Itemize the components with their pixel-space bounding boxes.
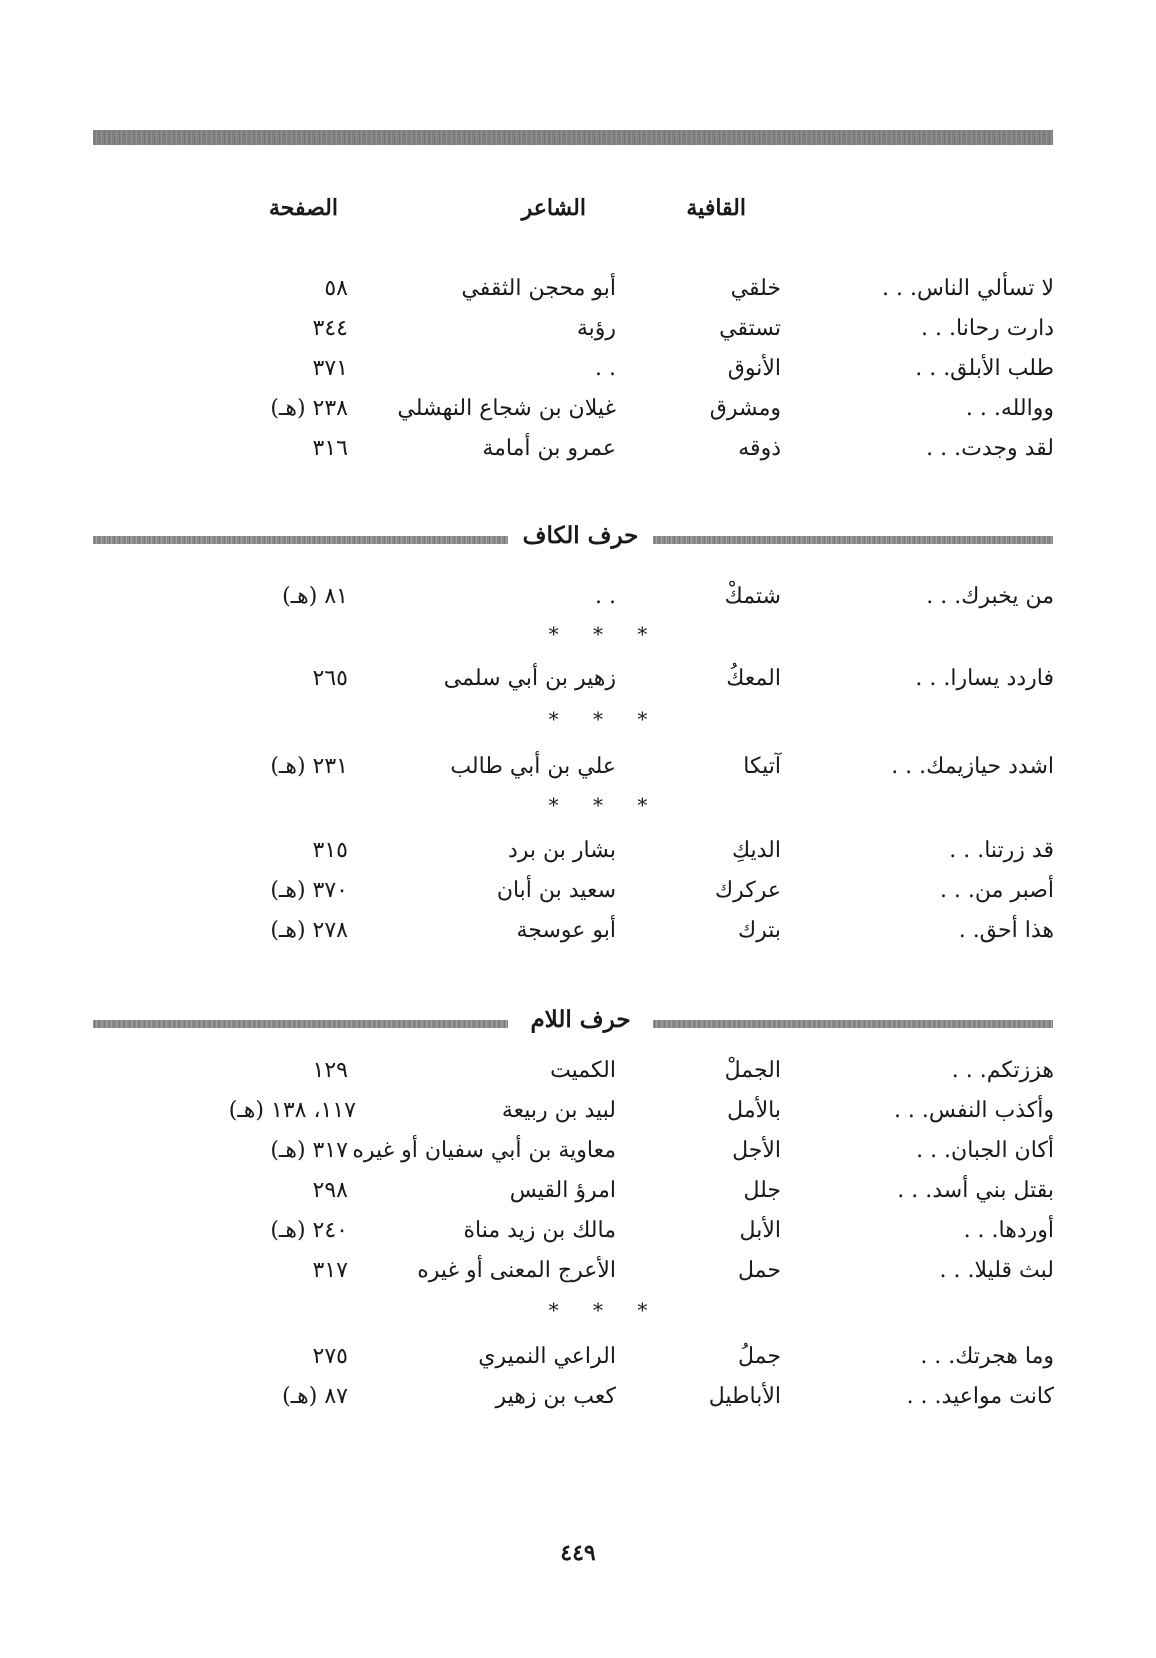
section-rule xyxy=(93,1020,508,1028)
header-page: الصفحة xyxy=(268,195,338,221)
index-row xyxy=(0,1212,1156,1252)
section-title: حرف الكاف xyxy=(522,522,639,549)
poet-name: امرؤ القيس xyxy=(509,1178,616,1203)
verse-opening: وما هجرتك. . . xyxy=(920,1344,1054,1369)
verse-opening: طلب الأبلق. . . xyxy=(915,356,1054,381)
page-ref: ٣١٥ xyxy=(312,838,348,863)
page-ref: ٣٧١ xyxy=(312,356,348,381)
page-ref: ٢٦٥ xyxy=(312,666,348,691)
poet-name: أبو محجن الثقفي xyxy=(461,276,616,301)
verse-opening: أكان الجبان. . . xyxy=(916,1138,1054,1163)
poet-name: علي بن أبي طالب xyxy=(450,754,616,779)
rhyme-word: تستقي xyxy=(719,316,781,341)
page-ref: ١١٧، ١٣٨ (هـ) xyxy=(228,1098,356,1123)
index-row xyxy=(0,1252,1156,1292)
page-ref: ٢٧٥ xyxy=(312,1344,348,1369)
rhyme-word: آتيكا xyxy=(743,754,781,779)
header-poet: الشاعر xyxy=(521,195,586,221)
section-heading-kaf xyxy=(93,522,1053,552)
index-row xyxy=(0,1132,1156,1172)
verse-opening: من يخبرك. . . xyxy=(926,584,1054,609)
rhyme-word: ومشرق xyxy=(709,396,781,421)
separator-stars: * * * xyxy=(548,707,662,731)
poet-name: أبو عوسجة xyxy=(516,918,616,943)
index-row xyxy=(0,1092,1156,1132)
index-row xyxy=(0,270,1156,310)
page-ref: ٨٧ (هـ) xyxy=(282,1384,348,1409)
index-row xyxy=(0,350,1156,390)
verse-opening: هززتكم. . . xyxy=(951,1058,1054,1083)
rhyme-word: جملُ xyxy=(738,1344,781,1369)
poet-name: بشار بن برد xyxy=(508,838,616,863)
page-number: ٤٤٩ xyxy=(560,1540,596,1566)
page-ref: ٢٣١ (هـ) xyxy=(270,754,348,779)
verse-opening: أوردها. . . xyxy=(963,1218,1054,1243)
section-rule xyxy=(653,536,1053,544)
page-ref: ٢٩٨ xyxy=(312,1178,348,1203)
page-ref: ٢٣٨ (هـ) xyxy=(270,396,348,421)
verse-opening: قد زرتنا. . . xyxy=(949,838,1054,863)
page-ref: ٣٧٠ (هـ) xyxy=(270,878,348,903)
poet-name: . . xyxy=(595,584,616,609)
page-ref: ٣٤٤ xyxy=(312,316,348,341)
separator-stars: * * * xyxy=(548,622,662,646)
verse-opening: اشدد حيازيمك. . . xyxy=(891,754,1054,779)
poet-name: معاوية بن أبي سفيان أو غيره xyxy=(352,1138,616,1163)
verse-opening: دارت رحانا. . . xyxy=(921,316,1054,341)
separator-stars: * * * xyxy=(548,793,662,817)
index-row xyxy=(0,1052,1156,1092)
poet-name: غيلان بن شجاع النهشلي xyxy=(397,396,616,421)
rhyme-word: حمل xyxy=(738,1258,781,1283)
verse-opening: هذا أحق. . xyxy=(958,918,1054,943)
verse-opening: لقد وجدت. . . xyxy=(926,436,1054,461)
page-ref: ٣١٧ (هـ) xyxy=(270,1138,348,1163)
page-ref: ١٢٩ xyxy=(312,1058,348,1083)
rhyme-word: الديكِ xyxy=(731,838,781,863)
rhyme-word: الجملْ xyxy=(724,1058,781,1083)
verse-opening: كانت مواعيد. . . xyxy=(906,1384,1054,1409)
page-ref: ٨١ (هـ) xyxy=(282,584,348,609)
poet-name: الراعي النميري xyxy=(478,1344,616,1369)
index-row xyxy=(0,660,1156,700)
poet-name: لبيد بن ربيعة xyxy=(501,1098,616,1123)
rhyme-word: المعكُ xyxy=(726,666,781,691)
page-ref: ٥٨ xyxy=(324,276,348,301)
index-row xyxy=(0,310,1156,350)
index-row xyxy=(0,390,1156,430)
verse-opening: وأكذب النفس. . . xyxy=(893,1098,1054,1123)
verse-opening: لا تسألي الناس. . . xyxy=(881,276,1054,301)
index-row xyxy=(0,748,1156,788)
top-rule xyxy=(93,130,1053,145)
section-rule xyxy=(653,1020,1053,1028)
poet-name: رؤبة xyxy=(576,316,616,341)
poet-name: . . xyxy=(595,356,616,381)
rhyme-word: بالأمل xyxy=(727,1098,781,1123)
verse-opening: أصبر من. . . xyxy=(939,878,1054,903)
rhyme-word: الأنوق xyxy=(727,356,781,381)
rhyme-word: بترك xyxy=(737,918,781,943)
verse-opening: بقتل بني أسد. . . xyxy=(897,1178,1054,1203)
index-row xyxy=(0,578,1156,618)
verse-opening: لبث قليلا. . . xyxy=(939,1258,1054,1283)
rhyme-word: خلقي xyxy=(730,276,781,301)
verse-opening: فاردد يسارا. . . xyxy=(915,666,1054,691)
page-ref: ٣١٧ xyxy=(312,1258,348,1283)
rhyme-word: الأباطيل xyxy=(708,1384,781,1409)
poet-name: سعيد بن أبان xyxy=(496,878,616,903)
index-row xyxy=(0,430,1156,470)
rhyme-word: الأجل xyxy=(732,1138,781,1163)
rhyme-word: الأبل xyxy=(739,1218,781,1243)
index-row xyxy=(0,1172,1156,1212)
section-heading-lam xyxy=(93,1006,1053,1036)
index-row xyxy=(0,1378,1156,1418)
poet-name: الكميت xyxy=(550,1058,616,1083)
poet-name: عمرو بن أمامة xyxy=(482,436,616,461)
poet-name: زهير بن أبي سلمى xyxy=(443,666,616,691)
poet-name: مالك بن زيد مناة xyxy=(463,1218,616,1243)
section-title: حرف اللام xyxy=(530,1006,631,1033)
rhyme-word: شتمكْ xyxy=(724,584,781,609)
page-ref: ٢٧٨ (هـ) xyxy=(270,918,348,943)
poet-name: كعب بن زهير xyxy=(495,1384,616,1409)
verse-opening: ووالله. . . xyxy=(965,396,1054,421)
rhyme-word: عركرك xyxy=(714,878,781,903)
rhyme-word: جلل xyxy=(743,1178,781,1203)
header-rhyme: القافية xyxy=(686,195,746,221)
section-rule xyxy=(93,536,508,544)
rhyme-word: ذوقه xyxy=(738,436,781,461)
page-ref: ٢٤٠ (هـ) xyxy=(270,1218,348,1243)
separator-stars: * * * xyxy=(548,1298,662,1322)
poet-name: الأعرج المعنى أو غيره xyxy=(417,1258,616,1283)
index-row xyxy=(0,872,1156,912)
index-row xyxy=(0,912,1156,952)
page-ref: ٣١٦ xyxy=(312,436,348,461)
index-row xyxy=(0,832,1156,872)
index-row xyxy=(0,1338,1156,1378)
